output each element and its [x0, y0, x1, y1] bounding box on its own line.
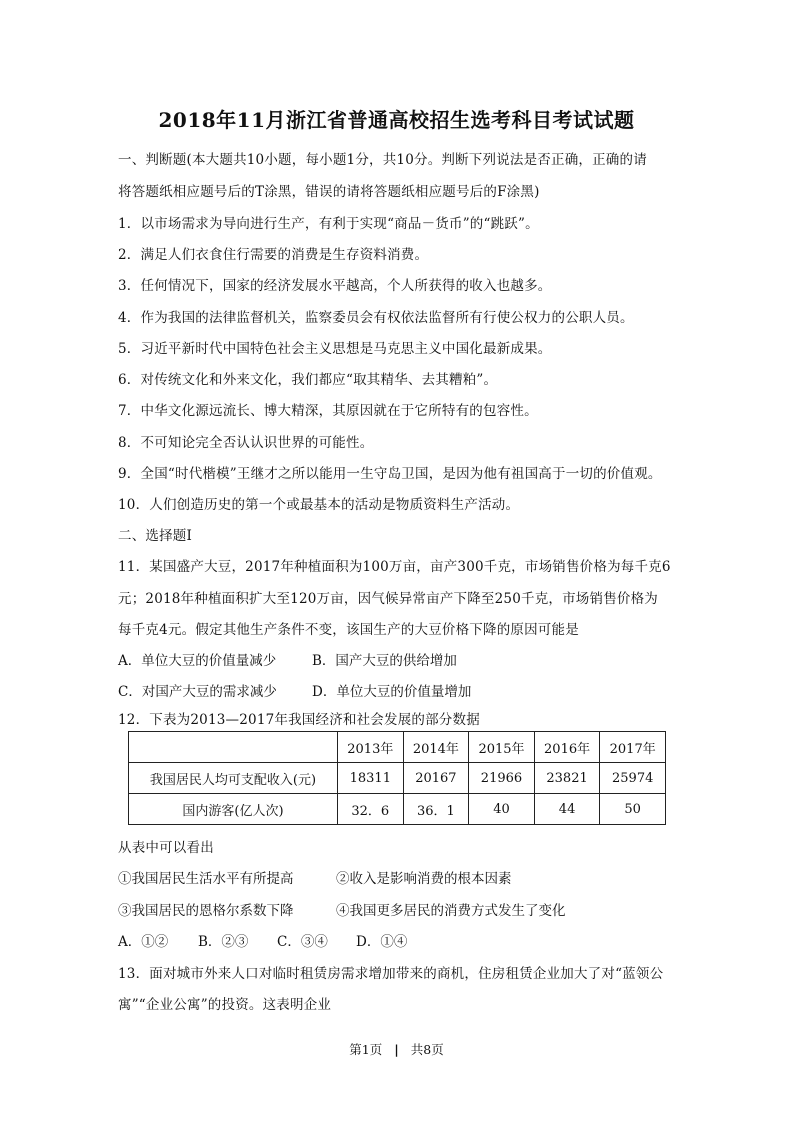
q12-option-b: B．②③: [198, 934, 249, 950]
table-header-cell: [129, 732, 338, 763]
judge-item-8: 8．不可知论完全否认认识世界的可能性。: [118, 435, 374, 451]
q12-stem: 12．下表为2013—2017年我国经济和社会发展的部分数据: [118, 712, 480, 728]
q11-option-b: B．国产大豆的供给增加: [312, 653, 457, 669]
table-header-cell: 2013年: [338, 732, 404, 763]
judge-item-7: 7．中华文化源远流长、博大精深，其原因就在于它所特有的包容性。: [118, 403, 538, 419]
exam-title: 2018年11月浙江省普通高校招生选考科目考试试题: [158, 108, 635, 132]
page-footer: [0, 1040, 793, 1058]
table-cell: 23821: [534, 763, 600, 794]
judge-item-6: 6．对传统文化和外来文化，我们都应“取其精华、去其糟粕”。: [118, 372, 498, 388]
q13-line1: 13．面对城市外来人口对临时租赁房需求增加带来的商机，住房租赁企业加大了对“蓝领公: [118, 966, 664, 982]
judge-item-9: 9．全国“时代楷模”王继才之所以能用一生守岛卫国，是因为他有祖国高于一切的价值观。: [118, 466, 662, 482]
q12-statement-1: ①我国居民生活水平有所提高: [118, 871, 294, 887]
table-header-cell: 2014年: [403, 732, 469, 763]
section1-intro-line2: 将答题纸相应题号后的T涂黑，错误的请将答题纸相应题号后的F涂黑): [118, 184, 540, 200]
footer-current-page: 第1页: [349, 1042, 383, 1057]
table-row: [129, 763, 666, 794]
q11-line3: 每千克4元。假定其他生产条件不变，该国生产的大豆价格下降的原因可能是: [118, 622, 579, 638]
q11-option-d: D．单位大豆的价值量增加: [312, 684, 472, 700]
judge-item-5: 5．习近平新时代中国特色社会主义思想是马克思主义中国化最新成果。: [118, 341, 552, 357]
q12-option-d: D．①④: [356, 934, 408, 950]
table-header-row: [129, 732, 666, 763]
judge-item-10: 10．人们创造历史的第一个或最基本的活动是物质资料生产活动。: [118, 497, 520, 513]
table-row-label: 国内游客(亿人次): [129, 794, 338, 825]
table-header-cell: 2015年: [469, 732, 535, 763]
judge-item-2: 2．满足人们衣食住行需要的消费是生存资料消费。: [118, 247, 429, 263]
q12-after-table: 从表中可以看出: [118, 840, 214, 856]
q12-data-table: [128, 731, 666, 825]
q13-line2: 寓”“企业公寓”的投资。这表明企业: [118, 997, 332, 1013]
table-header-cell: 2017年: [600, 732, 666, 763]
judge-item-4: 4．作为我国的法律监督机关，监察委员会有权依法监督所有行使公权力的公职人员。: [118, 310, 634, 326]
table-cell: 32．6: [338, 794, 404, 825]
q11-option-a: A．单位大豆的价值量减少: [118, 653, 277, 669]
footer-total-pages: 共8页: [410, 1042, 444, 1057]
table-row-label: 我国居民人均可支配收入(元): [129, 763, 338, 794]
q11-line1: 11．某国盛产大豆，2017年种植面积为100万亩，亩产300千克，市场销售价格为每千克6: [118, 559, 671, 575]
table-cell: 21966: [469, 763, 535, 794]
table-cell: 40: [469, 794, 535, 825]
table-cell: 36．1: [403, 794, 469, 825]
q11-line2: 元；2018年种植面积扩大至120万亩，因气候异常亩产下降至250千克，市场销售价格为: [118, 591, 658, 607]
q12-option-c: C．③④: [277, 934, 328, 950]
q12-statement-4: ④我国更多居民的消费方式发生了变化: [336, 903, 566, 919]
footer-separator: |: [394, 1042, 399, 1057]
q12-statement-2: ②收入是影响消费的根本因素: [336, 871, 512, 887]
table-cell: 18311: [338, 763, 404, 794]
section2-heading: 二、选择题Ⅰ: [118, 528, 193, 544]
section1-intro-line1: 一、判断题(本大题共10小题，每小题1分，共10分。判断下列说法是否正确，正确的请: [118, 152, 647, 168]
q11-option-c: C．对国产大豆的需求减少: [118, 684, 277, 700]
table-row: [129, 794, 666, 825]
table-cell: 25974: [600, 763, 666, 794]
table-cell: 20167: [403, 763, 469, 794]
table-cell: 50: [600, 794, 666, 825]
table-cell: 44: [534, 794, 600, 825]
judge-item-1: 1．以市场需求为导向进行生产，有利于实现“商品－货币”的“跳跃”。: [118, 216, 539, 232]
table-header-cell: 2016年: [534, 732, 600, 763]
q12-statement-3: ③我国居民的恩格尔系数下降: [118, 903, 294, 919]
judge-item-3: 3．任何情况下，国家的经济发展水平越高，个人所获得的收入也越多。: [118, 278, 552, 294]
q12-option-a: A．①②: [118, 934, 169, 950]
